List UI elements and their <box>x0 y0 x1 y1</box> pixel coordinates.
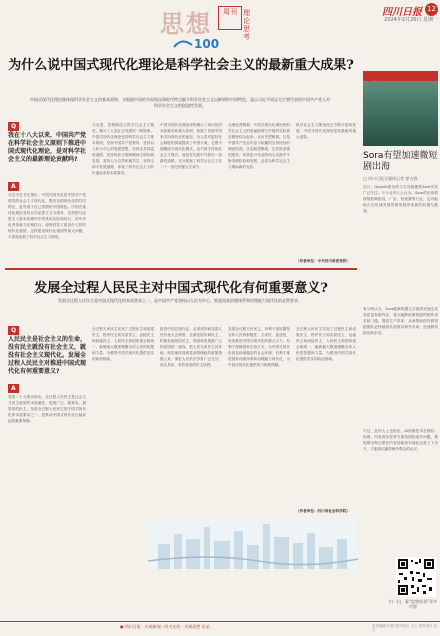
article2-question: 人民民主是社会主义的生命，没有民主就没有社会主义，就没有社会主义现代化。发展全过程人民民主对推进中国式现代化有何重要意义? <box>8 336 87 375</box>
footer-editor-note: 责任编辑 田甜 版式设计 王立 视觉设计 吴天 <box>372 624 438 632</box>
article1-body-col4: 从理论逻辑看，中国式现代化理论把科学社会主义的普遍原理与中国的实际情况紧密结合起来；从历史逻辑看，它是中国共产党百年奋斗积累的宝贵经验的理论结晶；从实践逻辑看，它在推进强国建设、民族复兴伟业的伟大实践中不断得到检验和发展，必将为科学社会主义增添新的光彩。 <box>228 123 290 169</box>
sidebar-body-2: 有分析认为，Sora能够根据文字描述快速生成高质量视频内容，将大幅降低微短剧的制作成本和门槛，提高生产效率，从而帮助国内微短剧团队更快地将作品推向海外市场，加速微短剧出海步伐。 <box>363 307 438 335</box>
sidebar-header <box>363 71 438 81</box>
article2-body-col5: 全过程人民民主实现了过程民主和成果民主、程序民主和实质民主、直接民主和间接民主、人民民主和国家意志相统一，能够最大限度凝聚全体人民的智慧和力量，为推进中国式现代化提供坚实的政治基础。 <box>296 327 356 361</box>
article1-question-tag: Q <box>8 122 19 131</box>
article2-body-col2: 全过程人民民主实现了过程民主和成果民主、程序民主和实质民主、直接民主和间接民主、人民民主和国家意志相统一，能够最大限度凝聚全体人民的智慧和力量，为推进中国式现代化提供坚实的政治基础。 <box>92 327 154 361</box>
qr-caption: 扫一扫，看“思想周刊”更多内容 <box>388 599 438 609</box>
sidebar-body-3: 不过，业内人士也指出，AI视频技术在版权、伦理、内容真实性等方面仍面临诸多问题，微短剧出海还需在内容创新和本地化运营上下功夫，才能真正赢得海外观众的认可。 <box>363 429 438 451</box>
article2-byline: （作者单位：四川省社会科学院） <box>296 509 350 513</box>
city-skyline-illustration <box>148 519 358 569</box>
article2-question-tag: Q <box>8 326 19 335</box>
sidebar-author: □ 四川日报全媒体记者 徐占群 <box>363 176 418 181</box>
sidebar-title: Sora有望加速微短剧出海 <box>363 151 438 172</box>
article2-body-col4: 发展全过程人民民主，有利于更好激发全体人民的积极性、主动性、创造性，形成推进中国式现代化的强大合力；有利于保障国家长治久安，为中国式现代化营造和谐稳定的社会环境；有利于推进国家治理体系和治理能力现代化，为中国式现代化提供有力制度保障。 <box>228 327 290 367</box>
article1-body-col3: 中国式现代化理论深刻揭示了现代化的本质要求和重大原则，拓展了发展中国家走向现代化的途径，为人类对更好社会制度的探索提供了中国方案。它既不照搬西方现代化模式，也不固守传统社会主义模式，而是在实践中开辟出一条新的道路，充分展现了科学社会主义在二十一世纪的强大生命力。 <box>160 123 222 169</box>
section-divider <box>5 268 357 270</box>
sidebar-photo <box>363 81 438 146</box>
article1-byline: （作者单位：中共四川省委党校） <box>296 259 350 263</box>
footer-text: ● 四川日报 · 川观新闻 · 四川在线 · 川观思想 出品 <box>120 624 210 629</box>
masthead <box>0 0 440 51</box>
article1-lead: 中国式现代化理论既体现科学社会主义的基本原则，又根据中国的实际情况和时代特点赋予科学社会主义以鲜明的中国特色，是以习近平同志为主要代表的中国共产党人对科学社会主义的创造性发展。 <box>30 97 330 108</box>
page-number: 12 <box>425 3 438 16</box>
svg-text:100: 100 <box>194 37 220 51</box>
article2-answer-tag: A <box>8 384 19 393</box>
article1-body-col2: 马克思、恩格斯创立科学社会主义理论，揭示了人类社会发展的一般规律。中国式现代化理论坚持科学社会主义基本原则，坚持中国共产党领导，坚持以人民为中心的发展思想，坚持走共同富裕道路，坚持物质文明和精神文明协调发展，坚持人与自然和谐共生，坚持走和平发展道路，体现了科学社会主义的价值追求和本质要求。 <box>92 123 154 175</box>
sidebar-body-1: 近日，OpenAI推出的文生视频模型Sora引发广泛关注。不少业内人士认为，Sora的出现将深刻影响影视、广告、短视频等行业，也可能给正在快速发展的微短剧带来新的机遇与挑战。 <box>363 185 438 213</box>
article1-answer-tag: A <box>8 182 19 191</box>
issue-date: 2024年2月26日 星期一 <box>384 17 438 23</box>
article2-body-col3: 推进中国式现代化，必须坚持和完善人民代表大会制度，全面发展协商民主，积极发展基层民主，巩固和发展最广泛的爱国统一战线，把人民当家作主具体地、现实地体现到党治国理政的政策措施上来，保证人民依法享有广泛充分、真实具体、有效管用的民主权利。 <box>160 327 222 367</box>
weekly-subtitle: 理论 思考 <box>243 9 250 41</box>
qr-code-icon[interactable] <box>396 557 436 597</box>
centenary-logo-icon <box>170 33 240 53</box>
article1-headline: 为什么说中国式现代化理论是科学社会主义的最新重大成果? <box>8 58 354 73</box>
article2-headline: 发展全过程人民民主对中国式现代化有何重要意义? <box>34 281 328 296</box>
article1-question: 我在十八大以来，中国共产党在科学社会主义原则下推进中国式现代化理论，是对科学社会主义的最新理论贡献吗? <box>8 132 87 163</box>
paper-name: 四川日报 <box>382 7 422 18</box>
article2-lead: 发展全过程人民民主是中国式现代化的本质要求之一，是中国共产党坚持以人民为中心、推进国家治理体系和治理能力现代化的必然要求。 <box>58 298 302 303</box>
article1-body-col1: 习近平总书记指出，中国式现代化是中国共产党领导的社会主义现代化，既有各国现代化的共同特征，更有基于自己国情的中国特色。中国式现代化理论坚持以马克思主义为指导，坚持把马克思主义基本原理同中国具体实际相结合、同中华优秀传统文化相结合，深刻回答了建设什么样的现代化强国、怎样建设现代化强国等重大问题，丰富和发展了科学社会主义理论。 <box>8 193 86 239</box>
weekly-box: 周刊 <box>218 6 242 30</box>
article2-body-col1: 党的二十大报告指出，全过程人民民主是社会主义民主政治的本质属性，是最广泛、最真实、最管用的民主。发展全过程人民民主是中国式现代化的本质要求之一，是推动中国式现代化行稳致远的重要保障。 <box>8 395 86 423</box>
section-title: 思想 <box>160 9 212 38</box>
article1-body-col5: 科学社会主义理论经过不断丰富和发展，中国式现代化理论是其最新的重大成果。 <box>296 123 356 139</box>
